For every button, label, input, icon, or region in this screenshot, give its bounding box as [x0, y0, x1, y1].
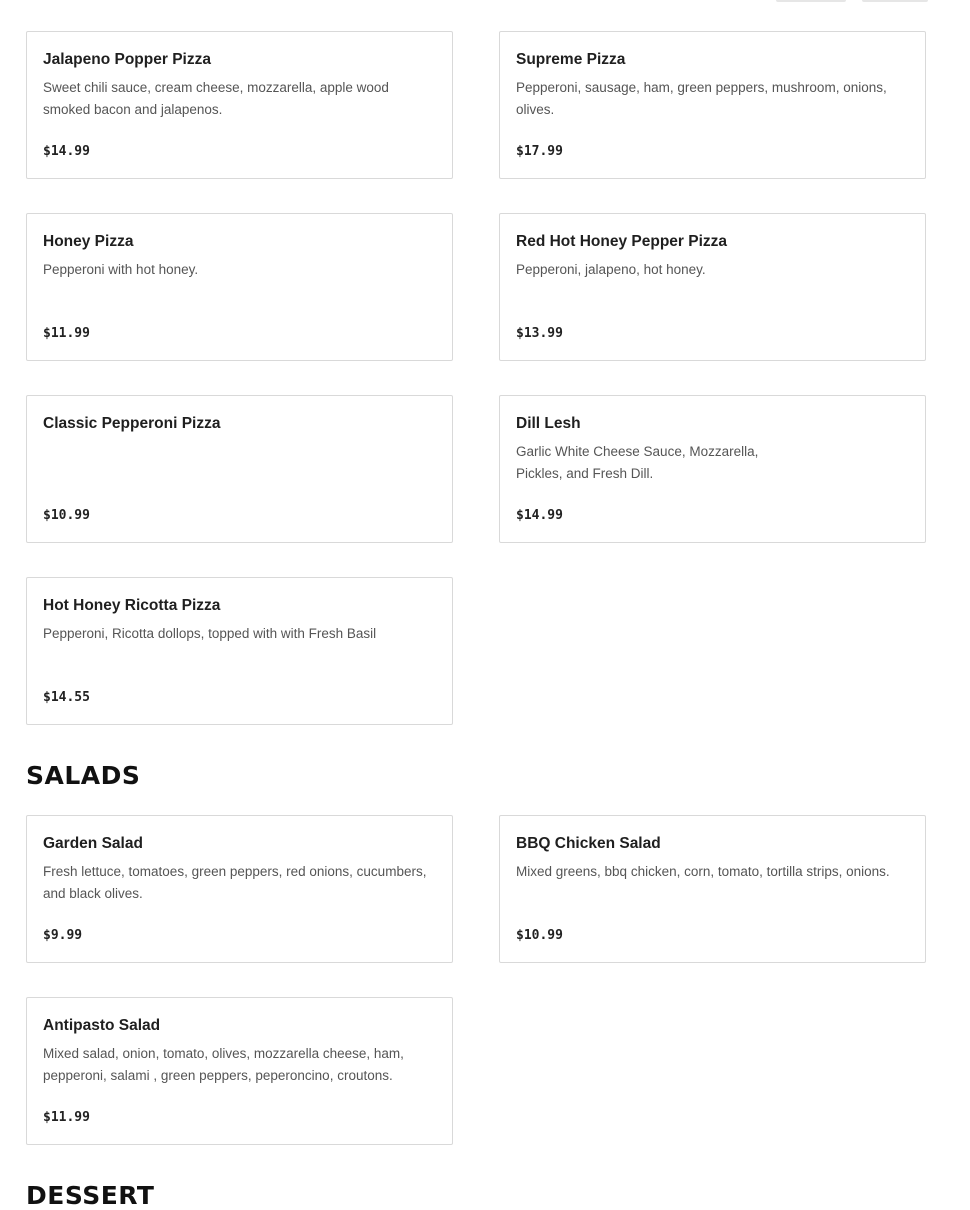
menu-item-description: Pepperoni, Ricotta dollops, topped with with Fresh Basil [43, 626, 377, 641]
menu-item-price: $14.55 [43, 690, 90, 705]
menu-item-description: Pepperoni with hot honey. [43, 262, 199, 277]
menu-item-price: $11.99 [43, 326, 90, 341]
menu-item-card[interactable] [26, 997, 453, 1145]
section-title-salads: SALADS [26, 761, 141, 790]
menu-item-card[interactable] [26, 395, 453, 543]
menu-item-name: Dill Lesh [516, 415, 581, 432]
menu-item-price: $9.99 [43, 928, 83, 943]
menu-item-description: Garlic White Cheese Sauce, Mozzarella, Pickles, and Fresh Dill. [516, 444, 759, 481]
menu-item-description: Mixed greens, bbq chicken, corn, tomato, tortilla strips, onions. [516, 864, 890, 879]
menu-item-name: Antipasto Salad [43, 1017, 161, 1034]
menu-item-price: $14.99 [516, 508, 563, 523]
cropped-fragment [862, 0, 928, 2]
menu-item-card[interactable] [499, 31, 926, 179]
menu-item-description: Mixed salad, onion, tomato, olives, mozzarella cheese, ham, pepperoni, salami , green peppers, peperoncino, croutons. [43, 1046, 404, 1083]
menu-item-card[interactable] [499, 213, 926, 361]
menu-item-name: Hot Honey Ricotta Pizza [43, 597, 221, 614]
menu-item-description: Pepperoni, jalapeno, hot honey. [516, 262, 706, 277]
menu-item-price: $13.99 [516, 326, 563, 341]
menu-item-card[interactable] [26, 577, 453, 725]
section-title-dessert: DESSERT [26, 1181, 155, 1210]
cropped-fragment [776, 0, 846, 2]
menu-item-card[interactable] [26, 815, 453, 963]
menu-item-name: Garden Salad [43, 835, 143, 852]
menu-item-name: Red Hot Honey Pepper Pizza [516, 233, 728, 250]
menu-item-name: Classic Pepperoni Pizza [43, 415, 221, 432]
menu-item-name: BBQ Chicken Salad [516, 835, 661, 852]
menu-item-price: $17.99 [516, 144, 563, 159]
menu-item-description: Pepperoni, sausage, ham, green peppers, mushroom, onions, olives. [516, 80, 887, 117]
menu-item-card[interactable] [499, 395, 926, 543]
menu-item-name: Supreme Pizza [516, 51, 626, 68]
menu-item-price: $11.99 [43, 1110, 90, 1125]
menu-item-description: Fresh lettuce, tomatoes, green peppers, red onions, cucumbers, and black olives. [43, 864, 427, 901]
menu-item-card[interactable] [26, 213, 453, 361]
cropped-previous-content [26, 0, 928, 2]
menu-item-name: Honey Pizza [43, 233, 134, 250]
menu-item-price: $10.99 [43, 508, 90, 523]
menu-item-price: $10.99 [516, 928, 563, 943]
menu-item-description: Sweet chili sauce, cream cheese, mozzarella, apple wood smoked bacon and jalapenos. [43, 80, 389, 117]
menu-item-name: Jalapeno Popper Pizza [43, 51, 211, 68]
menu-item-card[interactable] [499, 815, 926, 963]
menu-item-card[interactable] [26, 31, 453, 179]
menu-item-price: $14.99 [43, 144, 90, 159]
